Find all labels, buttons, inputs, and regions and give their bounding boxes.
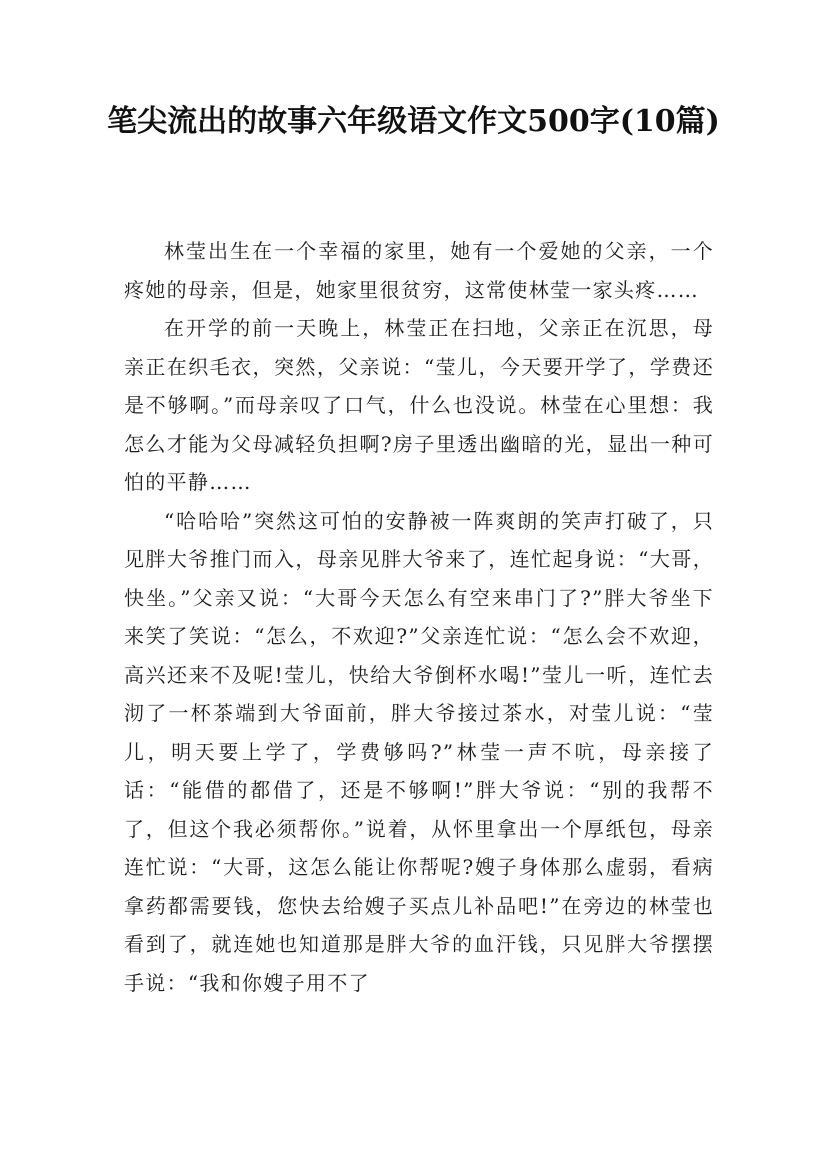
- document-body: [124, 232, 714, 1002]
- document-title: 笔尖流出的故事六年级语文作文500字(10篇): [107, 104, 720, 139]
- paragraph: 在开学的前一天晚上，林莹正在扫地，父亲正在沉思，母亲正在织毛衣，突然，父亲说：“莹儿，今天要开学了，学费还是不够啊。”而母亲叹了口气，什么也没说。林莹在心里想：我怎么才能为父母减轻负担啊?房子里透出幽暗的光，显出一种可怕的平静……: [124, 316, 714, 494]
- paragraph: “哈哈哈”突然这可怕的安静被一阵爽朗的笑声打破了，只见胖大爷推门而入，母亲见胖大爷来了，连忙起身说：“大哥，快坐。”父亲又说：“大哥今天怎么有空来串门了?”胖大爷坐下来笑了笑说：“怎么，不欢迎?”父亲连忙说：“怎么会不欢迎，高兴还来不及呢!莹儿，快给大爷倒杯水喝!”莹儿一听，连忙去沏了一杯茶端到大爷面前，胖大爷接过茶水，对莹儿说：“莹儿，明天要上学了，学费够吗?”林莹一声不吭，母亲接了话：“能借的都借了，还是不够啊!”胖大爷说：“别的我帮不了，但这个我必须帮你。”说着，从怀里拿出一个厚纸包，母亲连忙说：“大哥，这怎么能让你帮呢?嫂子身体那么虚弱，看病拿药都需要钱，您快去给嫂子买点儿补品吧!”在旁边的林莹也看到了，就连她也知道那是胖大爷的血汗钱，只见胖大爷摆摆手说：“我和你嫂子用不了: [124, 508, 714, 995]
- paragraph: 林莹出生在一个幸福的家里，她有一个爱她的父亲，一个疼她的母亲，但是，她家里很贫穷，这常使林莹一家头疼……: [124, 239, 714, 302]
